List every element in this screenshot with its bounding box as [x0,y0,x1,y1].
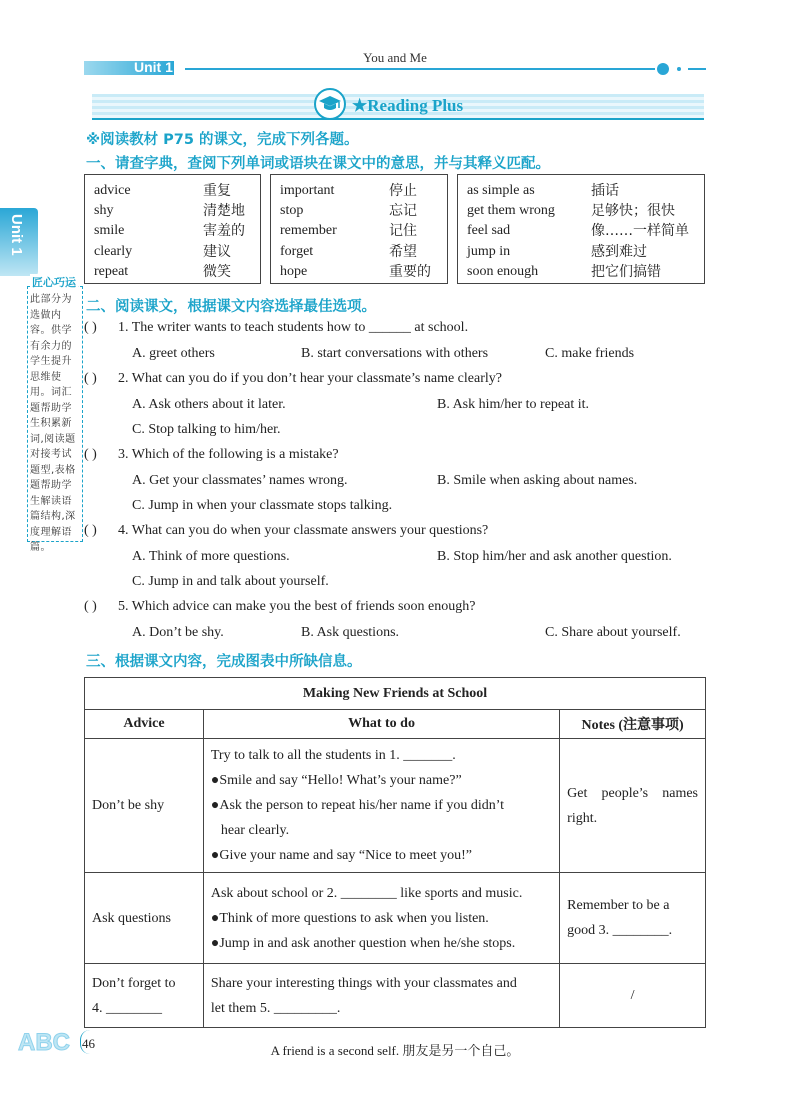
q3-option-c: C. Jump in when your classmate stops talking. [132,498,393,513]
column-header-notes: Notes (注意事项) [560,710,706,739]
page-number: 46 [82,1036,95,1051]
side-note-title: 匠心巧运 [32,276,76,289]
column-header-what-to-do: What to do [203,710,559,739]
q3-paren[interactable]: ( ) [84,447,97,462]
star-icon: ★ [352,96,368,115]
side-unit-tab-label: Unit 1 [8,214,25,256]
q4-option-c: C. Jump in and talk about yourself. [132,574,329,589]
what-to-do-cell: Try to talk to all the students in 1. _______. ●Smile and say “Hello! What’s your name?” ●Ask the person to repeat his/her name if you didn’t hear clearly. ●Give your name and say “Nice to meet you!” [203,739,559,873]
what-to-do-cell: Share your interesting things with your classmates and let them 5. _________. [203,964,559,1028]
graduation-cap-icon [314,88,346,120]
q5-stem: 5. Which advice can make you the best of friends soon enough? [118,599,476,614]
q3-option-b: B. Smile when asking about names. [437,473,638,488]
svg-text:ABC: ABC [18,1029,70,1056]
table-title: Making New Friends at School [85,678,706,710]
section-banner-rule [92,118,704,120]
q1-option-a: A. greet others [132,346,215,361]
meaning-list: 插话 足够快；很快 像……一样简单 感到难过 把它们搞错 [591,183,689,280]
table-row [85,873,706,964]
advice-cell: Don’t forget to 4. ________ [85,964,204,1028]
notes-cell: Remember to be a good 3. ________. [560,873,706,964]
header-dot [657,63,669,75]
part2-title: 二、阅读课文，根据课文内容选择最佳选项。 [86,299,376,315]
column-header-advice: Advice [85,710,204,739]
q4-option-b: B. Stop him/her and ask another question. [437,549,672,564]
q4-paren[interactable]: ( ) [84,523,97,538]
part1-title: 一、请查字典，查阅下列单词或语块在课文中的意思，并与其释义匹配。 [86,156,550,172]
footer-motto: A friend is a second self. 朋友是另一个自己。 [270,1043,520,1058]
q5-paren[interactable]: ( ) [84,599,97,614]
unit-label: Unit 1 [134,59,173,75]
q3-stem: 3. Which of the following is a mistake? [118,447,339,462]
word-box-1 [84,174,261,284]
q2-option-b: B. Ask him/her to repeat it. [437,397,590,412]
notes-cell: Get people’s names right. [560,739,706,873]
q1-option-b: B. start conversations with others [301,346,489,361]
q2-option-c: C. Stop talking to him/her. [132,422,281,437]
section-title: ★Reading Plus [352,96,464,115]
reading-instruction: ※阅读教材 P75 的课文，完成下列各题。 [86,132,359,148]
q1-paren[interactable]: ( ) [84,320,97,335]
word-box-2 [270,174,448,284]
q4-stem: 4. What can you do when your classmate answers your questions? [118,523,489,538]
page-header-title: You and Me [363,50,427,65]
header-rule [185,68,655,70]
q2-stem: 2. What can you do if you don’t hear your classmate’s name clearly? [118,371,502,386]
header-rule-end [688,68,706,70]
word-list: as simple as get them wrong feel sad jump in soon enough [467,183,555,279]
what-to-do-cell: Ask about school or 2. ________ like sports and music. ●Think of more questions to ask when you listen. ●Jump in and ask another question when he/she stops. [203,873,559,964]
q3-option-a: A. Get your classmates’ names wrong. [132,473,348,488]
word-box-3 [457,174,705,284]
table-row [85,964,706,1028]
q5-option-c: C. Share about yourself. [545,625,681,640]
q1-stem: 1. The writer wants to teach students how to ______ at school. [118,320,469,335]
word-list: important stop remember forget hope [280,183,337,279]
q5-option-a: A. Don’t be shy. [132,625,224,640]
part3-title: 三、根据课文内容，完成图表中所缺信息。 [86,654,362,670]
q1-option-c: C. make friends [545,346,635,361]
q5-option-b: B. Ask questions. [301,625,400,640]
q4-option-a: A. Think of more questions. [132,549,290,564]
meaning-list: 停止 忘记 记住 希望 重要的 [389,183,431,280]
q2-option-a: A. Ask others about it later. [132,397,286,412]
side-note-text: 此部分为选做内容。供学有余力的学生提升思维使用。词汇题帮助学生积累新词,阅读题对接考试题型,表格题帮助学生解读语篇结构,深度理解语篇。 [30,294,76,553]
header-dot-small [677,67,681,71]
notes-cell: / [560,964,706,1028]
meaning-list: 重复 清楚地 害羞的 建议 微笑 [203,183,245,280]
table-row [85,739,706,873]
word-list: advice shy smile clearly repeat [94,183,133,279]
friends-table [84,677,706,1028]
advice-cell: Don’t be shy [85,739,204,873]
advice-cell: Ask questions [85,873,204,964]
q2-paren[interactable]: ( ) [84,371,97,386]
